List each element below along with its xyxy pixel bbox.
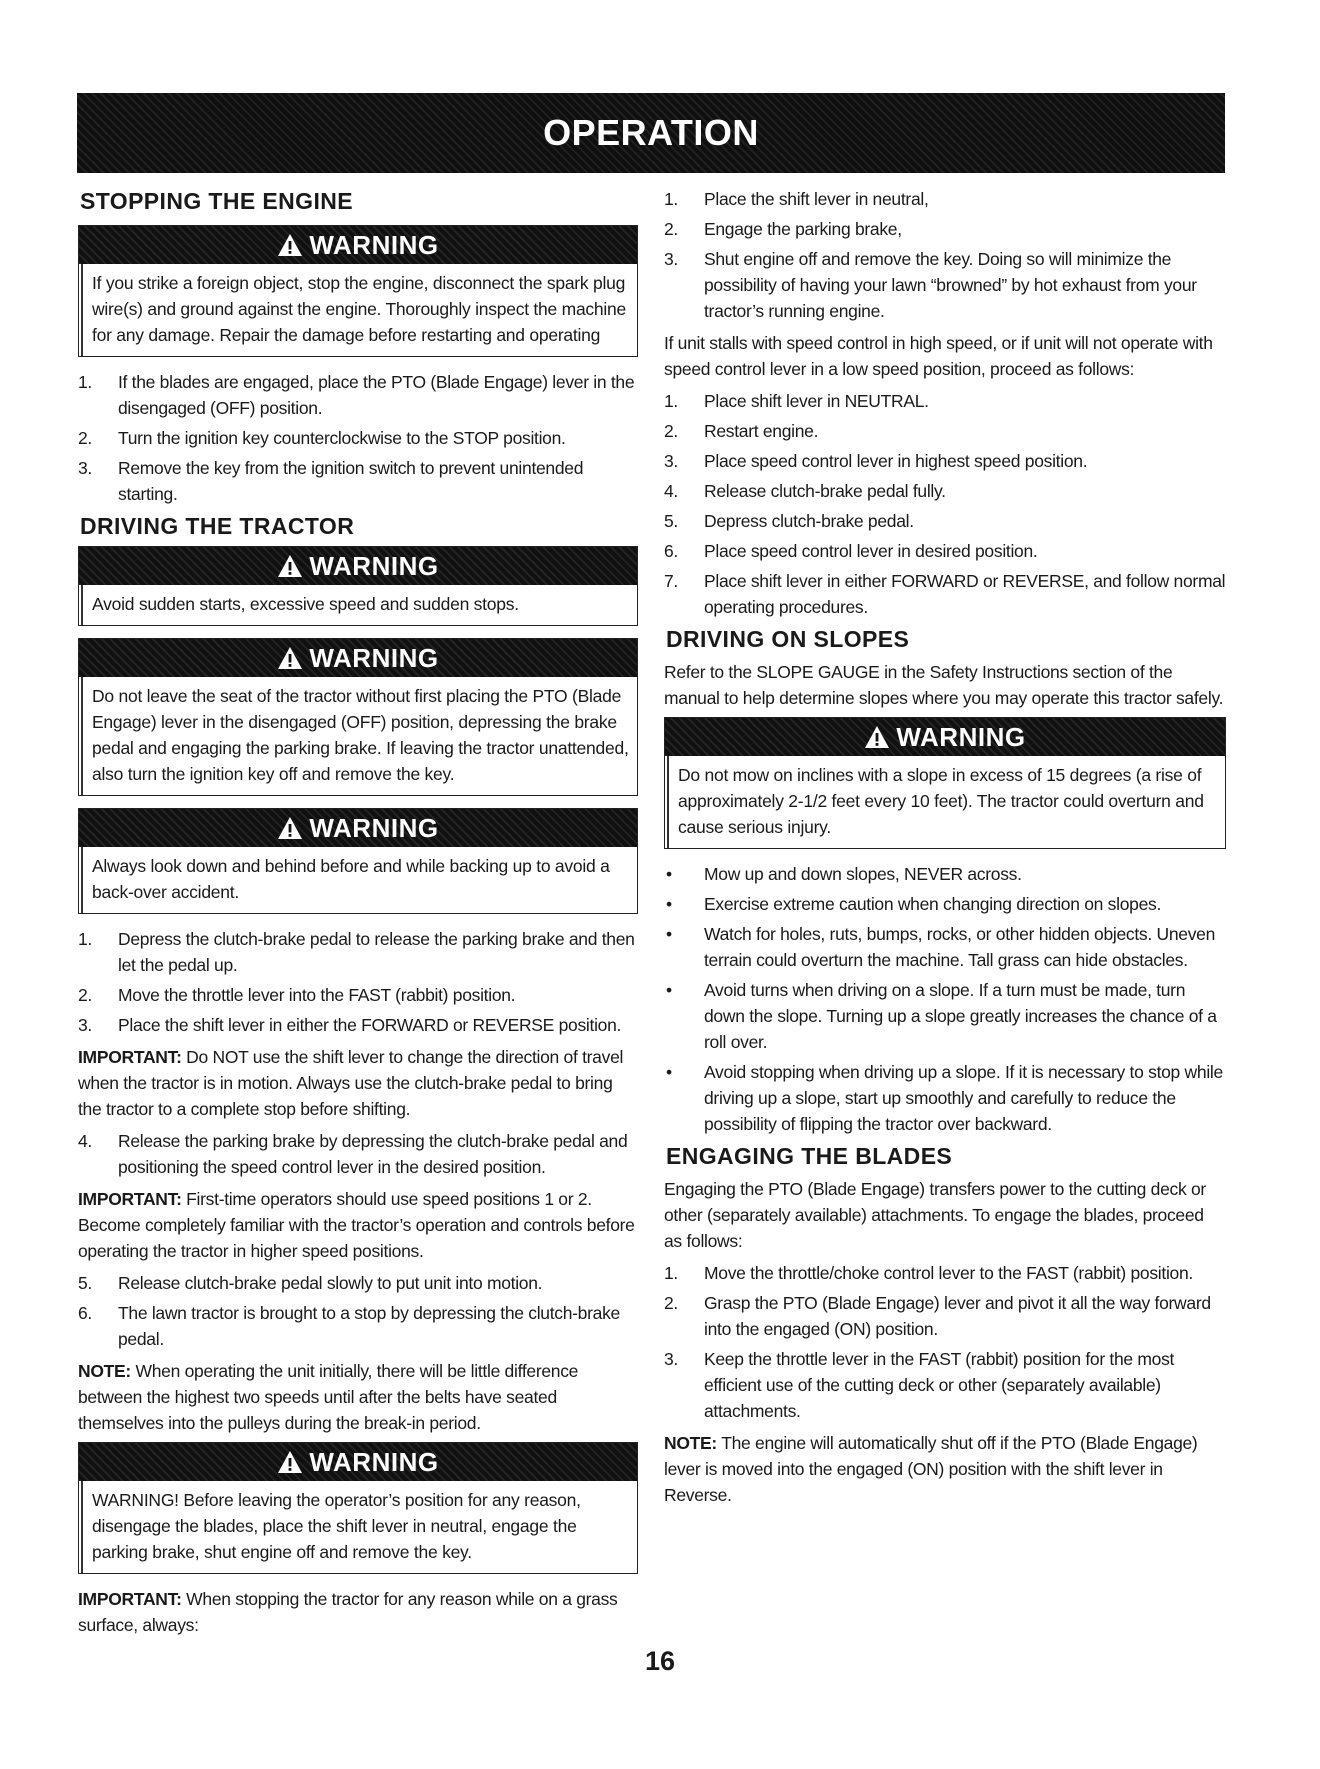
heading-stopping-engine: STOPPING THE ENGINE	[80, 188, 353, 214]
list-item	[664, 448, 1226, 474]
list-item	[664, 186, 1226, 212]
list-item	[664, 977, 1226, 1055]
list-item	[78, 1300, 638, 1352]
bullet-icon: •	[666, 980, 672, 1000]
list-item	[664, 1059, 1226, 1137]
driving-steps-a	[78, 926, 638, 1038]
heading-engaging-blades: ENGAGING THE BLADES	[666, 1143, 953, 1169]
list-item	[78, 1270, 638, 1296]
bullet-icon: •	[666, 1062, 672, 1082]
list-text: Remove the key from the ignition switch to prevent unintended starting.	[118, 458, 584, 504]
bullet-icon: •	[666, 864, 672, 884]
list-item	[78, 1128, 638, 1180]
list-number: 1.	[664, 189, 678, 209]
list-text: Watch for holes, ruts, bumps, rocks, or other hidden objects. Uneven terrain could overturn the machine. Tall grass can hide obstacles.	[704, 924, 1216, 970]
heading-driving-slopes: DRIVING ON SLOPES	[666, 626, 910, 652]
important-label: IMPORTANT:	[78, 1047, 182, 1067]
stopping-steps	[78, 369, 638, 507]
warning-text: WARNING! Before leaving the operator’s position for any reason, disengage the blades, place the shift lever in neutral, engage the parking brake, shut engine off and remove the key.	[81, 1481, 637, 1573]
warning-label: WARNING	[309, 642, 439, 673]
warning-triangle-icon	[277, 1450, 303, 1474]
list-item	[664, 1290, 1226, 1342]
warning-header	[79, 809, 637, 847]
list-text: Avoid stopping when driving up a slope. If it is necessary to stop while driving up a slope, start up smoothly and carefully to reduce the possibility of flipping the tractor over backward.	[704, 1062, 1223, 1134]
list-text: If the blades are engaged, place the PTO (Blade Engage) lever in the disengaged (OFF) position.	[118, 372, 635, 418]
list-number: 1.	[664, 391, 678, 411]
warning-triangle-icon	[864, 725, 890, 749]
list-text: Place speed control lever in highest speed position.	[704, 451, 1088, 471]
list-item	[664, 891, 1226, 917]
important-text: First-time operators should use speed positions 1 or 2. Become completely familiar with the tractor’s operation and controls before operating the tractor in higher speed positions.	[78, 1189, 635, 1261]
list-text: Avoid turns when driving on a slope. If a turn must be made, turn down the slope. Turning up a slope greatly increases the chance of a roll over.	[704, 980, 1217, 1052]
list-text: Keep the throttle lever in the FAST (rabbit) position for the most efficient use of the cutting deck or other (separately available) attachments.	[704, 1349, 1175, 1421]
warning-header	[79, 639, 637, 677]
warning-text: Do not mow on inclines with a slope in excess of 15 degrees (a rise of approximately 2-1/2 feet every 10 feet). The tractor could overturn and cause serious injury.	[667, 756, 1225, 848]
blades-steps	[664, 1260, 1226, 1424]
warning-header	[79, 547, 637, 585]
warning-text: If you strike a foreign object, stop the engine, disconnect the spark plug wire(s) and ground against the engine. Thoroughly inspect the machine for any damage. Repair the damage before restarting and operating	[81, 264, 637, 356]
list-number: 6.	[78, 1303, 92, 1323]
driving-steps-c	[78, 1270, 638, 1352]
warning-box	[78, 225, 638, 357]
list-number: 4.	[78, 1131, 92, 1151]
list-text: Release the parking brake by depressing the clutch-brake pedal and positioning the speed control lever in the desired position.	[118, 1131, 628, 1177]
list-item	[664, 388, 1226, 414]
list-number: 1.	[78, 929, 92, 949]
list-number: 5.	[664, 511, 678, 531]
list-item	[78, 455, 638, 507]
list-number: 3.	[664, 249, 678, 269]
list-text: Grasp the PTO (Blade Engage) lever and pivot it all the way forward into the engaged (ON) position.	[704, 1293, 1211, 1339]
warning-triangle-icon	[277, 554, 303, 578]
warning-header	[665, 718, 1225, 756]
warning-triangle-icon	[277, 816, 303, 840]
list-text: Place the shift lever in either the FORWARD or REVERSE position.	[118, 1015, 622, 1035]
note-paragraph	[664, 1430, 1226, 1508]
stall-steps	[664, 388, 1226, 620]
list-number: 2.	[664, 421, 678, 441]
list-text: Place the shift lever in neutral,	[704, 189, 929, 209]
list-item	[664, 568, 1226, 620]
list-number: 7.	[664, 571, 678, 591]
list-number: 3.	[664, 1349, 678, 1369]
list-number: 5.	[78, 1273, 92, 1293]
warning-triangle-icon	[277, 646, 303, 670]
list-text: Restart engine.	[704, 421, 819, 441]
list-item	[78, 369, 638, 421]
list-number: 3.	[78, 1015, 92, 1035]
list-item	[664, 861, 1226, 887]
note-text: When operating the unit initially, there will be little difference between the highest two speeds until after the belts have seated themselves into the pulleys during the break-in period.	[78, 1361, 579, 1433]
list-number: 2.	[664, 219, 678, 239]
note-label: NOTE:	[78, 1361, 131, 1381]
page-title: OPERATION	[543, 112, 759, 153]
section-banner	[77, 93, 1225, 173]
note-paragraph	[78, 1358, 638, 1436]
left-column	[78, 186, 638, 1644]
list-number: 6.	[664, 541, 678, 561]
warning-header	[79, 226, 637, 264]
list-text: Move the throttle lever into the FAST (rabbit) position.	[118, 985, 516, 1005]
list-item	[664, 508, 1226, 534]
list-item	[664, 478, 1226, 504]
list-text: Turn the ignition key counterclockwise to the STOP position.	[118, 428, 566, 448]
list-item	[664, 1346, 1226, 1424]
note-label: NOTE:	[664, 1433, 717, 1453]
warning-box	[78, 1442, 638, 1574]
list-item	[664, 538, 1226, 564]
warning-header	[79, 1443, 637, 1481]
list-text: Place shift lever in either FORWARD or REVERSE, and follow normal operating procedures.	[704, 571, 1226, 617]
list-text: Exercise extreme caution when changing direction on slopes.	[704, 894, 1162, 914]
list-number: 2.	[664, 1293, 678, 1313]
warning-box	[78, 638, 638, 796]
page-number: 16	[644, 1646, 676, 1676]
warning-label: WARNING	[309, 550, 439, 581]
list-number: 4.	[664, 481, 678, 501]
list-number: 2.	[78, 428, 92, 448]
list-item	[78, 1012, 638, 1038]
warning-text: Avoid sudden starts, excessive speed and sudden stops.	[81, 585, 637, 625]
important-text: When stopping the tractor for any reason while on a grass surface, always:	[78, 1589, 618, 1635]
right-column	[664, 186, 1226, 1514]
list-text: Place shift lever in NEUTRAL.	[704, 391, 929, 411]
list-text: Release clutch-brake pedal slowly to put unit into motion.	[118, 1273, 543, 1293]
list-text: Depress the clutch-brake pedal to release the parking brake and then let the pedal up.	[118, 929, 635, 975]
note-text: The engine will automatically shut off if the PTO (Blade Engage) lever is moved into the engaged (ON) position with the shift lever in Reverse.	[664, 1433, 1198, 1505]
stall-paragraph: If unit stalls with speed control in high speed, or if unit will not operate with speed control lever in a low speed position, proceed as follows:	[664, 333, 1213, 379]
warning-label: WARNING	[309, 1446, 439, 1477]
important-label: IMPORTANT:	[78, 1189, 182, 1209]
list-text: Release clutch-brake pedal fully.	[704, 481, 946, 501]
driving-steps-b	[78, 1128, 638, 1180]
list-item	[78, 926, 638, 978]
list-item	[664, 246, 1226, 324]
blades-intro: Engaging the PTO (Blade Engage) transfers power to the cutting deck or other (separately available) attachments. To engage the blades, proceed as follows:	[664, 1179, 1206, 1251]
list-item	[78, 982, 638, 1008]
list-number: 3.	[78, 458, 92, 478]
list-number: 3.	[664, 451, 678, 471]
slopes-intro: Refer to the SLOPE GAUGE in the Safety Instructions section of the manual to help determine slopes where you may operate this tractor safely.	[664, 662, 1224, 708]
bullet-icon: •	[666, 894, 672, 914]
list-text: Place speed control lever in desired position.	[704, 541, 1038, 561]
list-item	[664, 418, 1226, 444]
list-number: 1.	[78, 372, 92, 392]
list-item	[78, 425, 638, 451]
list-text: Engage the parking brake,	[704, 219, 902, 239]
grass-stop-steps	[664, 186, 1226, 324]
important-paragraph	[78, 1044, 638, 1122]
list-number: 1.	[664, 1263, 678, 1283]
warning-label: WARNING	[896, 721, 1026, 752]
list-number: 2.	[78, 985, 92, 1005]
important-text: Do NOT use the shift lever to change the direction of travel when the tractor is in motion. Always use the clutch-brake pedal to bring the tractor to a complete stop before shifting.	[78, 1047, 624, 1119]
warning-box	[664, 717, 1226, 849]
heading-driving-tractor: DRIVING THE TRACTOR	[80, 513, 355, 539]
list-text: Shut engine off and remove the key. Doing so will minimize the possibility of having your lawn “browned” by hot exhaust from your tractor’s running engine.	[704, 249, 1197, 321]
important-paragraph	[78, 1586, 638, 1638]
warning-text: Do not leave the seat of the tractor without first placing the PTO (Blade Engage) lever in the disengaged (OFF) position, depressing the brake pedal and engaging the parking brake. If leaving the tractor unattended, also turn the ignition key off and remove the key.	[81, 677, 637, 795]
slopes-bullets	[664, 861, 1226, 1137]
important-paragraph	[78, 1186, 638, 1264]
warning-text: Always look down and behind before and while backing up to avoid a back-over accident.	[81, 847, 637, 913]
list-item	[664, 1260, 1226, 1286]
warning-triangle-icon	[277, 233, 303, 257]
warning-box	[78, 808, 638, 914]
warning-box	[78, 546, 638, 626]
warning-label: WARNING	[309, 812, 439, 843]
warning-label: WARNING	[309, 229, 439, 260]
bullet-icon: •	[666, 924, 672, 944]
important-label: IMPORTANT:	[78, 1589, 182, 1609]
list-text: Move the throttle/choke control lever to the FAST (rabbit) position.	[704, 1263, 1193, 1283]
list-text: Depress clutch-brake pedal.	[704, 511, 914, 531]
list-item	[664, 921, 1226, 973]
list-text: The lawn tractor is brought to a stop by depressing the clutch-brake pedal.	[118, 1303, 620, 1349]
list-item	[664, 216, 1226, 242]
list-text: Mow up and down slopes, NEVER across.	[704, 864, 1022, 884]
